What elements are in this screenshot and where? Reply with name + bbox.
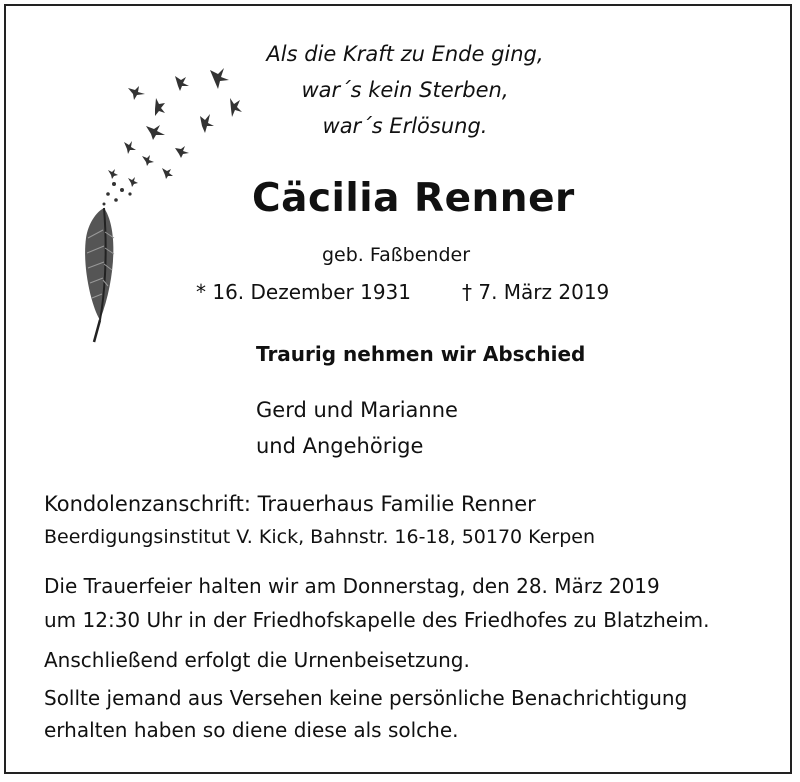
service-line-5: erhalten haben so diene diese als solche. (44, 718, 459, 742)
condolence-address: Beerdigungsinstitut V. Kick, Bahnstr. 16-18, 50170 Kerpen (44, 526, 595, 548)
bird-icon (175, 76, 189, 91)
poem-line-2: war´s kein Sterben, (301, 78, 509, 102)
bird-icon (175, 146, 189, 158)
feather-birds-icon (70, 58, 260, 348)
service-line-2: um 12:30 Uhr in der Friedhofskapelle des Friedhofes zu Blatzheim. (44, 608, 710, 632)
farewell-title: Traurig nehmen wir Abschied (256, 342, 586, 366)
bird-icon (128, 177, 138, 187)
mourner-line-2: und Angehörige (256, 434, 424, 458)
mourner-line-1: Gerd und Marianne (256, 398, 458, 422)
service-line-3: Anschließend erfolgt die Urnenbeisetzung. (44, 648, 470, 672)
birth-date: * 16. Dezember 1931 (196, 280, 411, 304)
bird-icon (146, 125, 165, 140)
condolence-title: Kondolenzanschrift: Trauerhaus Familie Renner (44, 492, 536, 516)
poem-line-1: Als die Kraft zu Ende ging, (266, 42, 544, 66)
death-date: † 7. März 2019 (462, 280, 610, 304)
service-line-4: Sollte jemand aus Versehen keine persönliche Benachrichtigung (44, 686, 688, 710)
service-line-1: Die Trauerfeier halten wir am Donnerstag, den 28. März 2019 (44, 574, 660, 598)
bird-icon (128, 86, 145, 100)
bird-icon (162, 168, 173, 179)
deceased-name: Cäcilia Renner (252, 176, 575, 221)
bird-icon (108, 169, 118, 179)
birth-name: geb. Faßbender (322, 244, 471, 266)
poem-line-3: war´s Erlösung. (322, 114, 488, 138)
bird-icon (200, 114, 214, 133)
bird-icon (124, 141, 136, 154)
bird-icon (155, 98, 165, 116)
bird-icon (210, 68, 229, 89)
bird-icon (142, 155, 154, 166)
